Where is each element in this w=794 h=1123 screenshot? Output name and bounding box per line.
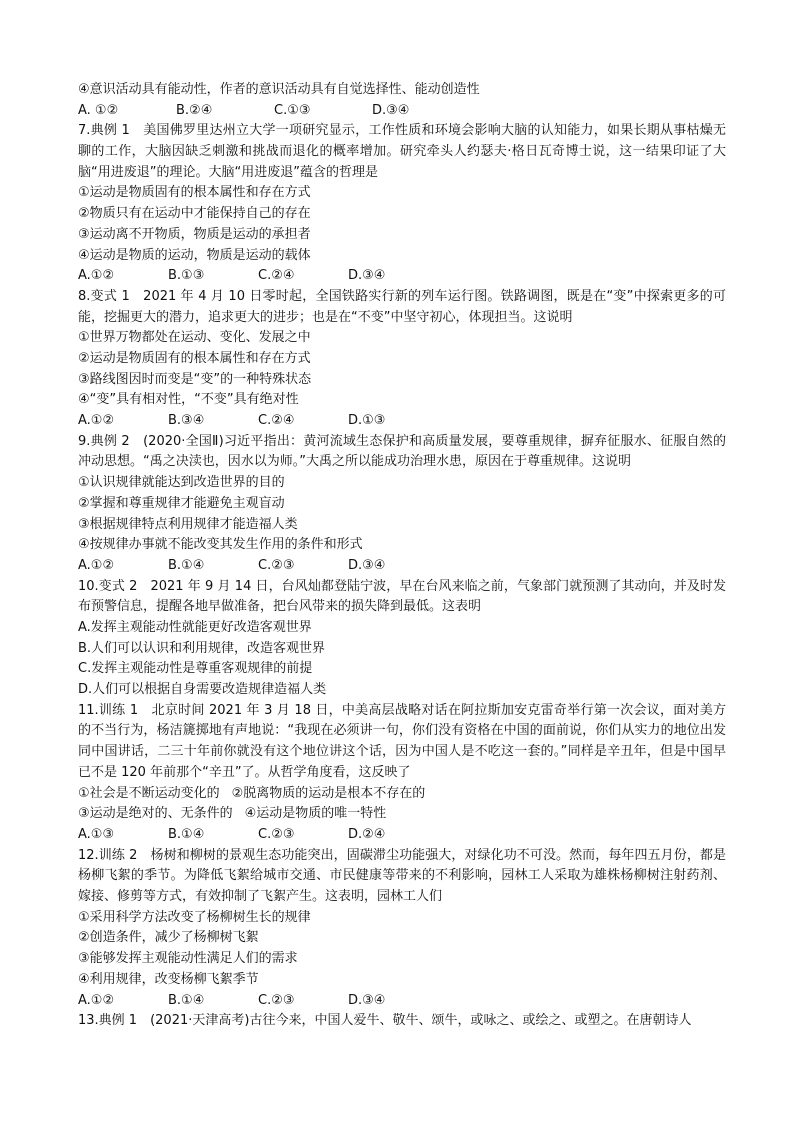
answer-options (78, 556, 726, 577)
option-b: B.①③ (168, 268, 205, 284)
option-d: D.①③ (348, 413, 386, 429)
statement-item: ④按规律办事就不能改变其发生作用的条件和形式 (78, 537, 363, 553)
answer-options (78, 101, 726, 122)
option-c: C.②③ (258, 992, 295, 1008)
question-10: 10.变式 2 2021 年 9 月 14 日，台风灿都登陆宁波，早在台风来临之前，气象部门就预测了其动向，并及时发布预警信息，提醒各地早做准备，把台风带来的损失降到最低。这表明 (78, 578, 726, 615)
text-line: ④意识活动具有能动性，作者的意识活动具有自觉选择性、能动创造性 (78, 82, 480, 97)
option-d: D.③④ (348, 557, 386, 573)
option-d: D.③④ (372, 102, 410, 118)
option-c: C.②④ (258, 268, 295, 284)
statement-item: ③能够发挥主观能动性满足人们的需求 (78, 951, 298, 967)
option-d: D.③④ (348, 992, 386, 1008)
option-a: A.①② (78, 557, 115, 573)
statement-item: ②掌握和尊重规律才能避免主观盲动 (78, 495, 285, 511)
statement-item: ①社会是不断运动变化的 (78, 785, 220, 801)
answer-options (78, 266, 726, 287)
document-page (78, 80, 726, 1032)
statement-item: ①采用科学方法改变了杨柳树生长的规律 (78, 909, 311, 925)
statement-row (78, 784, 726, 805)
statement-row (78, 804, 726, 825)
option-a: A.①③ (78, 826, 115, 842)
choice-item: D.人们可以根据自身需要改造规律造福人类 (78, 682, 327, 698)
option-b: B.③④ (168, 413, 205, 429)
choice-item: B.人们可以认识和利用规律，改造客观世界 (78, 640, 326, 656)
statement-item: ③路线图因时而变是“变”的一种特殊状态 (78, 371, 312, 387)
option-d: D.③④ (348, 268, 386, 284)
statement-item: ③运动是绝对的、无条件的 (78, 806, 233, 822)
question-8: 8.变式 1 2021 年 4 月 10 日零时起，全国铁路实行新的列车运行图。铁路调图，既是在“变”中探索更多的可能，挖掘更大的潜力，追求更大的进步；也是在“不变”中坚守初心，体现担当。这说明 (78, 288, 726, 325)
question-12: 12.训练 2 杨树和柳树的景观生态功能突出，固碳滞尘功能强大，对绿化功不可没。然而，每年四五月份，都是杨柳飞絮的季节。为降低飞絮给城市交通、市民健康等带来的不利影响，园林工人采取为雄株杨柳树注射药剂、嫁接、修剪等方式，有效抑制了飞絮产生。这表明，园林工人们 (78, 847, 726, 905)
statement-item: ④“变”具有相对性，“不变”具有绝对性 (78, 392, 299, 408)
option-d: D.②④ (348, 826, 386, 842)
choice-item: A.发挥主观能动性就能更好改造客观世界 (78, 620, 312, 636)
statement-item: ④利用规律，改变杨柳飞絮季节 (78, 971, 259, 987)
option-a: A.①② (78, 992, 115, 1008)
option-b: B.①④ (168, 826, 205, 842)
option-b: B.①④ (168, 557, 205, 573)
answer-options (78, 411, 726, 432)
answer-options (78, 825, 726, 846)
statement-item: ②物质只有在运动中才能保持自己的存在 (78, 206, 311, 222)
option-c: C.②③ (258, 826, 295, 842)
option-c: C.②④ (258, 413, 295, 429)
statement-item: ①运动是物质固有的根本属性和存在方式 (78, 185, 311, 201)
statement-item: ②脱离物质的运动是根本不存在的 (231, 785, 426, 801)
question-13: 13.典例 1 (2021·天津高考)古往今来，中国人爱牛、敬牛、颂牛，或咏之、或绘之、或塑之。在唐朝诗人 (78, 1013, 692, 1029)
question-9: 9.典例 2 (2020·全国Ⅱ)习近平指出：黄河流域生态保护和高质量发展，要尊重规律，摒弃征服水、征服自然的冲动思想。“禹之决渎也，因水以为师。”大禹之所以能成功治理水患，原因在于尊重规律。这说明 (78, 433, 726, 470)
choice-item: C.发挥主观能动性是尊重客观规律的前提 (78, 661, 313, 677)
question-11: 11.训练 1 北京时间 2021 年 3 月 18 日，中美高层战略对话在阿拉斯加安克雷奇举行第一次会议，面对美方的不当行为，杨洁篪掷地有声地说：“我现在必须讲一句，你们没有资格在中国的面前说，你们从实力的地位出发同中国讲话，二三十年前你就没有这个地位讲这个话，因为中国人是不吃这一套的。”同样是辛丑年，但是中国早已不是 120 年前那个“辛丑”了。从哲学角度看，这反映了 (78, 702, 726, 780)
option-a: A. ①② (78, 102, 119, 118)
option-c: C.①③ (274, 102, 311, 118)
statement-item: ④运动是物质的运动，物质是运动的载体 (78, 247, 311, 263)
statement-item: ①世界万物都处在运动、变化、发展之中 (78, 330, 311, 346)
option-a: A.①② (78, 413, 115, 429)
answer-options (78, 991, 726, 1012)
statement-item: ②创造条件，减少了杨柳树飞絮 (78, 930, 259, 946)
option-a: A.①② (78, 268, 115, 284)
option-b: B.②④ (176, 102, 213, 118)
statement-item: ②运动是物质固有的根本属性和存在方式 (78, 351, 311, 367)
option-b: B.①④ (168, 992, 205, 1008)
statement-item: ③运动离不开物质，物质是运动的承担者 (78, 226, 311, 242)
statement-item: ①认识规律就能达到改造世界的目的 (78, 475, 285, 491)
option-c: C.②③ (258, 557, 295, 573)
statement-item: ④运动是物质的唯一特性 (244, 806, 387, 822)
question-7: 7.典例 1 美国佛罗里达州立大学一项研究显示，工作性质和环境会影响大脑的认知能力，如果长期从事枯燥无聊的工作，大脑因缺乏刺激和挑战而退化的概率增加。研究牵头人约瑟夫·格日瓦奇博士说，这一结果印证了大脑“用进废退”的理论。大脑“用进废退”蕴含的哲理是 (78, 123, 726, 180)
statement-item: ③根据规律特点利用规律才能造福人类 (78, 516, 298, 532)
